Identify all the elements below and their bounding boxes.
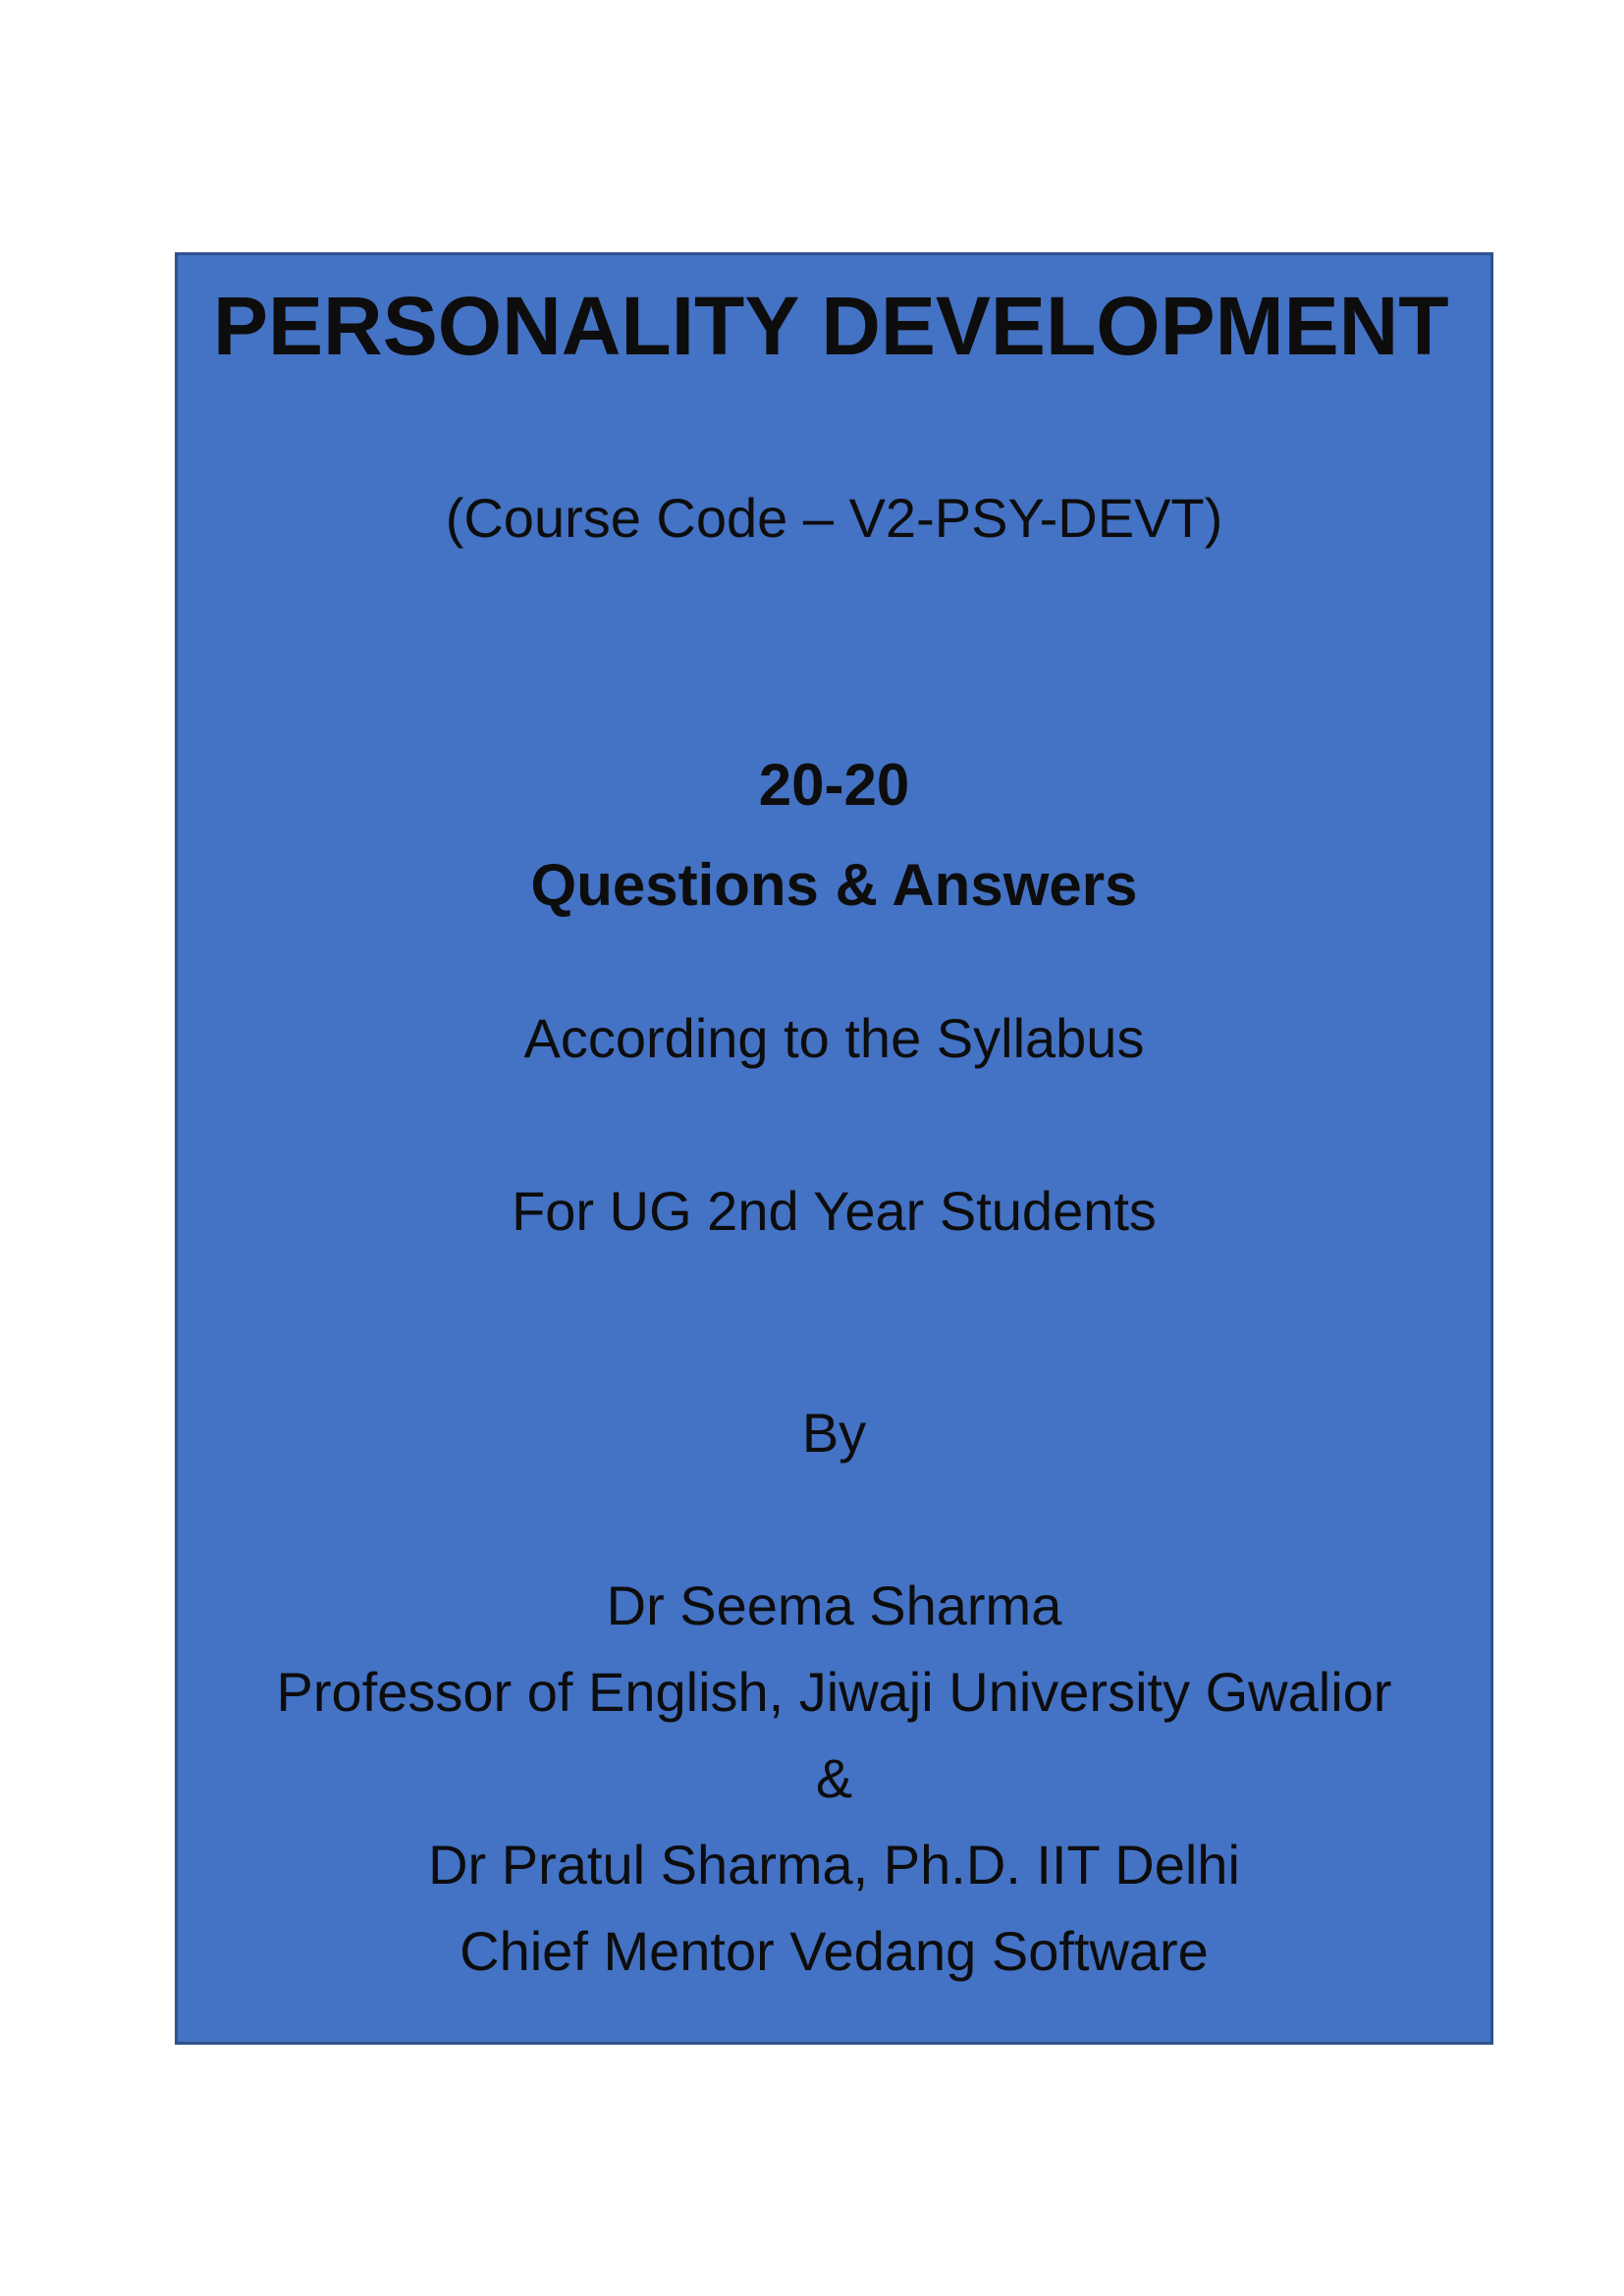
- subtitle: Questions & Answers: [530, 852, 1138, 918]
- author-name-1: Dr Seema Sharma: [606, 1575, 1062, 1636]
- edition-label: 20-20: [758, 752, 910, 818]
- author-separator: &: [815, 1747, 853, 1809]
- audience-note: For UG 2nd Year Students: [512, 1180, 1157, 1242]
- cover-title: PERSONALITY DEVELOPMENT: [213, 280, 1449, 372]
- course-code: (Course Code – V2-PSY-DEVT): [445, 487, 1223, 549]
- author-affiliation-2: Chief Mentor Vedang Software: [460, 1920, 1209, 1982]
- by-label: By: [801, 1402, 867, 1464]
- syllabus-note: According to the Syllabus: [523, 1007, 1145, 1069]
- author-name-2: Dr Pratul Sharma, Ph.D. IIT Delhi: [428, 1834, 1240, 1896]
- author-affiliation-1: Professor of English, Jiwaji University Gwalior: [276, 1661, 1392, 1723]
- cover-box: [175, 252, 1493, 2045]
